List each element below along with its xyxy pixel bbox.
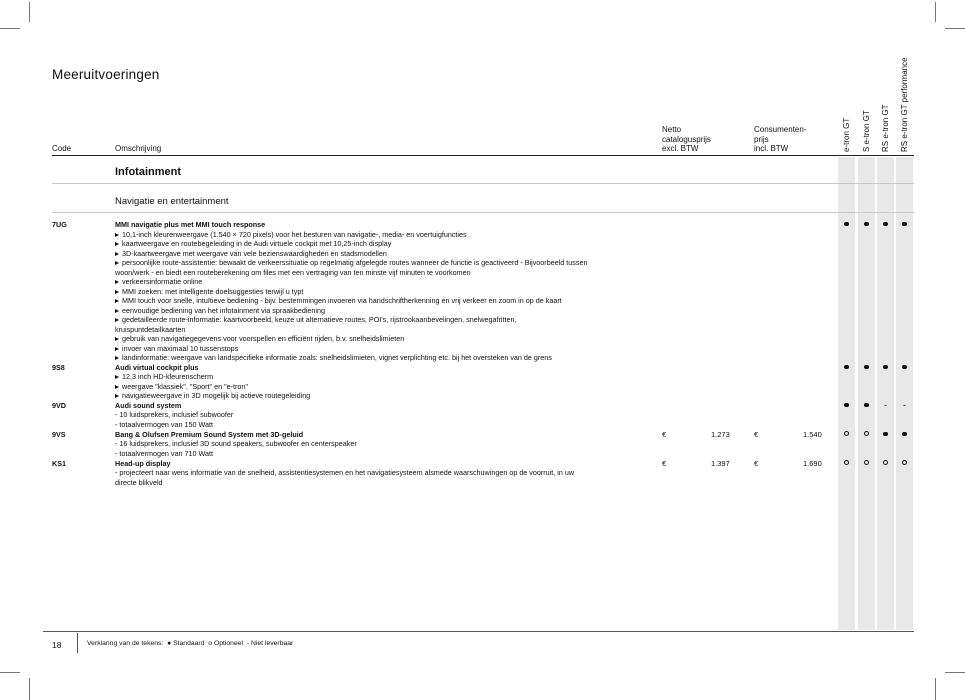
availability-optional <box>838 459 855 468</box>
feature-line: 12,3 inch HD-kleurenscherm <box>115 372 213 381</box>
legend <box>87 640 293 647</box>
availability-optional <box>858 459 875 468</box>
feature-line: gedetailleerde route-informatie: kaartvoorbeeld, keuze uit alternatieve routes, POI's, rijstrookaanbevelingen, snelwegafritten, <box>115 315 517 324</box>
bullet-arrow-icon <box>115 337 119 341</box>
legend-na-symbol: - <box>246 640 250 647</box>
legend-standard: Standaard <box>173 640 205 647</box>
feature-line: navigatieweergave in 3D mogelijk bij actieve routegeleiding <box>115 391 310 400</box>
availability-standard <box>838 220 855 229</box>
column-header-netto: Netto catalogusprijs excl. BTW <box>662 125 711 153</box>
feature-line: - totaalvermogen van 710 Watt <box>115 448 214 458</box>
legend-standard-symbol: ● <box>167 640 172 647</box>
availability-standard <box>877 220 894 229</box>
bullet-arrow-icon <box>115 233 119 237</box>
legend-prefix: Verklaring van de tekens: <box>87 640 164 647</box>
feature-line: persoonlijke route-assistentie: bewaakt de verkeerssituatie op regelmatig afgelegde routes wanneer de functie is geactiveerd - Bijvoorbeeld tussen <box>115 258 587 267</box>
bullet-arrow-icon <box>115 356 119 360</box>
availability-standard <box>838 401 855 410</box>
crop-mark <box>945 672 965 673</box>
bullet-arrow-icon <box>115 309 119 313</box>
consumer-price: 1.540 <box>803 429 822 439</box>
availability-not-available: - <box>884 400 887 410</box>
feature-line: - projecteert naar wens informatie van de snelheid, assistentiesystemen en het navigatiesysteem alsmede waarschuwingen op de voorruit, in uw <box>115 468 575 477</box>
option-title: Audi sound system <box>115 400 182 410</box>
availability-standard <box>838 363 855 372</box>
currency-symbol: € <box>662 458 667 468</box>
column-header-consumer-price: Consumenten- prijs incl. BTW <box>754 125 807 153</box>
page-title: Meeruitvoeringen <box>52 67 160 82</box>
column-header-model: S e-tron GT <box>862 110 871 152</box>
crop-mark <box>29 678 30 700</box>
feature-line: MMI zoeken: met intelligente doelsuggesties terwijl u typt <box>115 287 303 296</box>
section-divider <box>52 212 914 213</box>
crop-mark <box>935 2 936 22</box>
feature-line: gebruik van navigatiegegevens voor voorspellen en efficiënt rijden, b.v. snelheidslimieten <box>115 334 404 343</box>
feature-line: verkeersinformatie online <box>115 277 202 286</box>
legend-optional-symbol: o <box>208 640 213 647</box>
feature-line: 10,1-inch kleurenweergave (1.540 × 720 pixels) voor het besturen van navigatie-, media- en voertuigfuncties <box>115 230 467 239</box>
crop-mark <box>935 678 936 700</box>
crop-mark <box>0 672 20 673</box>
availability-optional <box>838 430 855 439</box>
feature-line: MMI touch voor snelle, intuïtieve bediening - bijv. bestemmingen invoeren via handschriftherkenning en vrij verkeer en zoom in op de kaart <box>115 296 562 305</box>
option-title: Bang & Olufsen Premium Sound System met 3D-geluid <box>115 429 304 439</box>
page-number: 18 <box>52 640 62 650</box>
option-code: KS1 <box>52 458 66 468</box>
availability-standard <box>858 363 875 372</box>
currency-symbol: € <box>754 429 759 439</box>
feature-line: weergave "klassiek", "Sport" en "e-tron" <box>115 382 248 391</box>
availability-standard <box>877 430 894 439</box>
feature-line: 3D-kaartweergave met weergave van vele bezienswaardigheden en stadsmodellen <box>115 249 387 258</box>
currency-symbol: € <box>754 458 759 468</box>
section-subtitle: Navigatie en entertainment <box>115 196 229 207</box>
crop-mark <box>945 28 965 29</box>
availability-optional <box>896 459 913 468</box>
feature-line: - totaalvermogen van 150 Watt <box>115 419 214 429</box>
feature-line: invoer van maximaal 10 tussenstops <box>115 344 238 353</box>
availability-standard <box>896 363 913 372</box>
bullet-arrow-icon <box>115 242 119 246</box>
feature-line: kruispuntdetailkaarten <box>115 324 186 334</box>
availability-optional <box>877 459 894 468</box>
feature-line: eenvoudige bediening van het infotainment via spraakbediening <box>115 306 325 315</box>
section-divider <box>52 183 914 184</box>
bullet-arrow-icon <box>115 290 119 294</box>
column-header-model: RS e-tron GT <box>881 104 890 152</box>
bullet-arrow-icon <box>115 261 119 265</box>
netto-price: 1.397 <box>711 458 730 468</box>
option-code: 9S8 <box>52 362 65 372</box>
consumer-price: 1.690 <box>803 458 822 468</box>
crop-mark <box>29 2 30 22</box>
availability-standard <box>858 220 875 229</box>
footer-divider <box>43 631 914 632</box>
feature-line: directe blikveld <box>115 477 163 487</box>
feature-line: woon/werk - en biedt een routeberekening om files met een vertraging van ten minste vijf minuten te voorkomen <box>115 267 471 277</box>
legend-optional: Optioneel <box>213 640 244 647</box>
column-header-description: Omschrijving <box>115 144 162 153</box>
feature-line: - 16 luidsprekers, inclusief 3D sound speakers, subwoofer en centerspeaker <box>115 439 357 448</box>
availability-standard <box>896 220 913 229</box>
bullet-arrow-icon <box>115 318 119 322</box>
column-header-model: RS e-tron GT performance <box>900 57 909 152</box>
availability-standard <box>858 401 875 410</box>
bullet-arrow-icon <box>115 375 119 379</box>
bullet-arrow-icon <box>115 394 119 398</box>
option-title: MMI navigatie plus met MMI touch response <box>115 220 266 229</box>
column-header-model: e-tron GT <box>842 117 851 152</box>
availability-optional <box>858 430 875 439</box>
footer-number-divider <box>77 633 78 653</box>
crop-mark <box>0 28 20 29</box>
availability-standard <box>877 363 894 372</box>
option-code: 9VD <box>52 400 66 410</box>
netto-price: 1.273 <box>711 429 730 439</box>
feature-line: kaartweergave en routebegeleiding in de Audi virtuele cockpit met 10,25-inch display <box>115 239 391 248</box>
option-title: Head-up display <box>115 458 171 468</box>
bullet-arrow-icon <box>115 385 119 389</box>
currency-symbol: € <box>662 429 667 439</box>
bullet-arrow-icon <box>115 347 119 351</box>
availability-not-available: - <box>903 400 906 410</box>
bullet-arrow-icon <box>115 252 119 256</box>
option-title: Audi virtual cockpit plus <box>115 362 199 372</box>
feature-line: - 10 luidsprekers, inclusief subwoofer <box>115 410 234 419</box>
option-code: 9VS <box>52 429 66 439</box>
availability-standard <box>896 430 913 439</box>
bullet-arrow-icon <box>115 299 119 303</box>
feature-line: landinformatie: weergave van landspecifieke informatie zoals: snelheidslimieten, vignet verplichting etc. bij het oversteken van de grens <box>115 353 552 362</box>
section-title: Infotainment <box>115 166 181 178</box>
column-header-code: Code <box>52 144 72 153</box>
bullet-arrow-icon <box>115 280 119 284</box>
header-divider <box>52 155 914 156</box>
legend-na: Niet leverbaar <box>250 640 294 647</box>
option-code: 7UG <box>52 220 67 229</box>
